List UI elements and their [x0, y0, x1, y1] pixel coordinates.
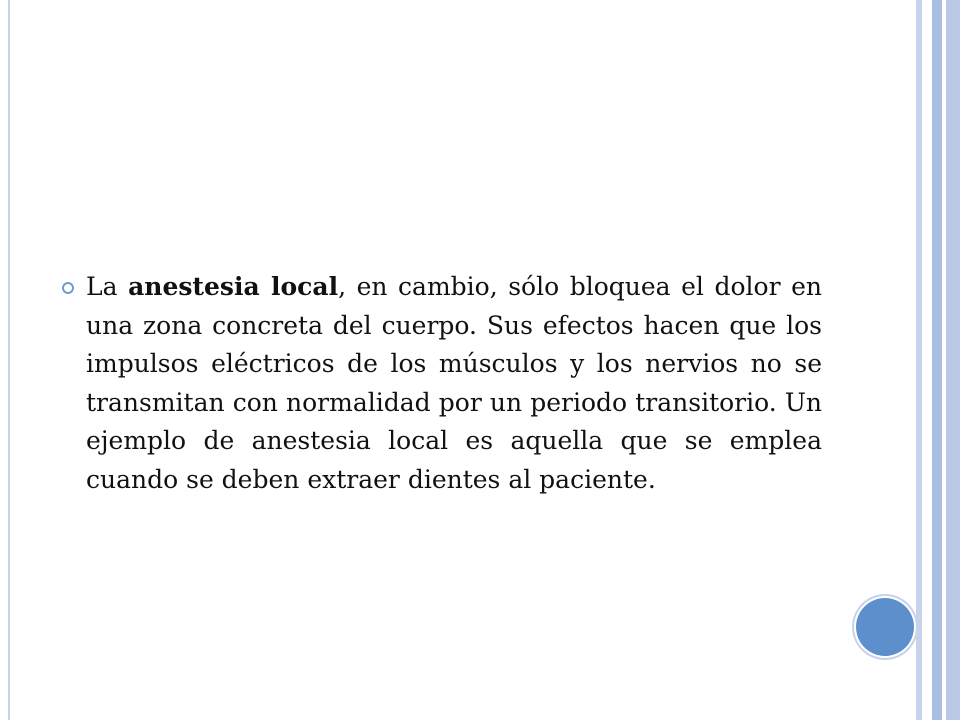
paragraph-rest: , en cambio, sólo bloquea el dolor en una zona concreta del cuerpo. Sus efectos hacen que los impulsos eléctricos de los músculos y los nervios no se transmitan con normalidad por un periodo transitorio. Un ejemplo de anestesia local es aquella que se emplea cuando se deben extraer dientes al paciente. [86, 272, 823, 494]
paragraph-bold-term: anestesia local [128, 272, 339, 301]
right-stripe-5 [946, 0, 960, 720]
left-border-rule [0, 0, 10, 720]
paragraph-prefix: La [86, 272, 129, 301]
right-stripe-2 [922, 0, 932, 720]
open-circle-bullet-icon [62, 282, 74, 294]
bullet-text [86, 268, 822, 499]
slide-content [62, 268, 824, 499]
bullet-item [62, 268, 824, 499]
blue-circle-icon [856, 598, 914, 656]
right-stripe-3 [932, 0, 942, 720]
